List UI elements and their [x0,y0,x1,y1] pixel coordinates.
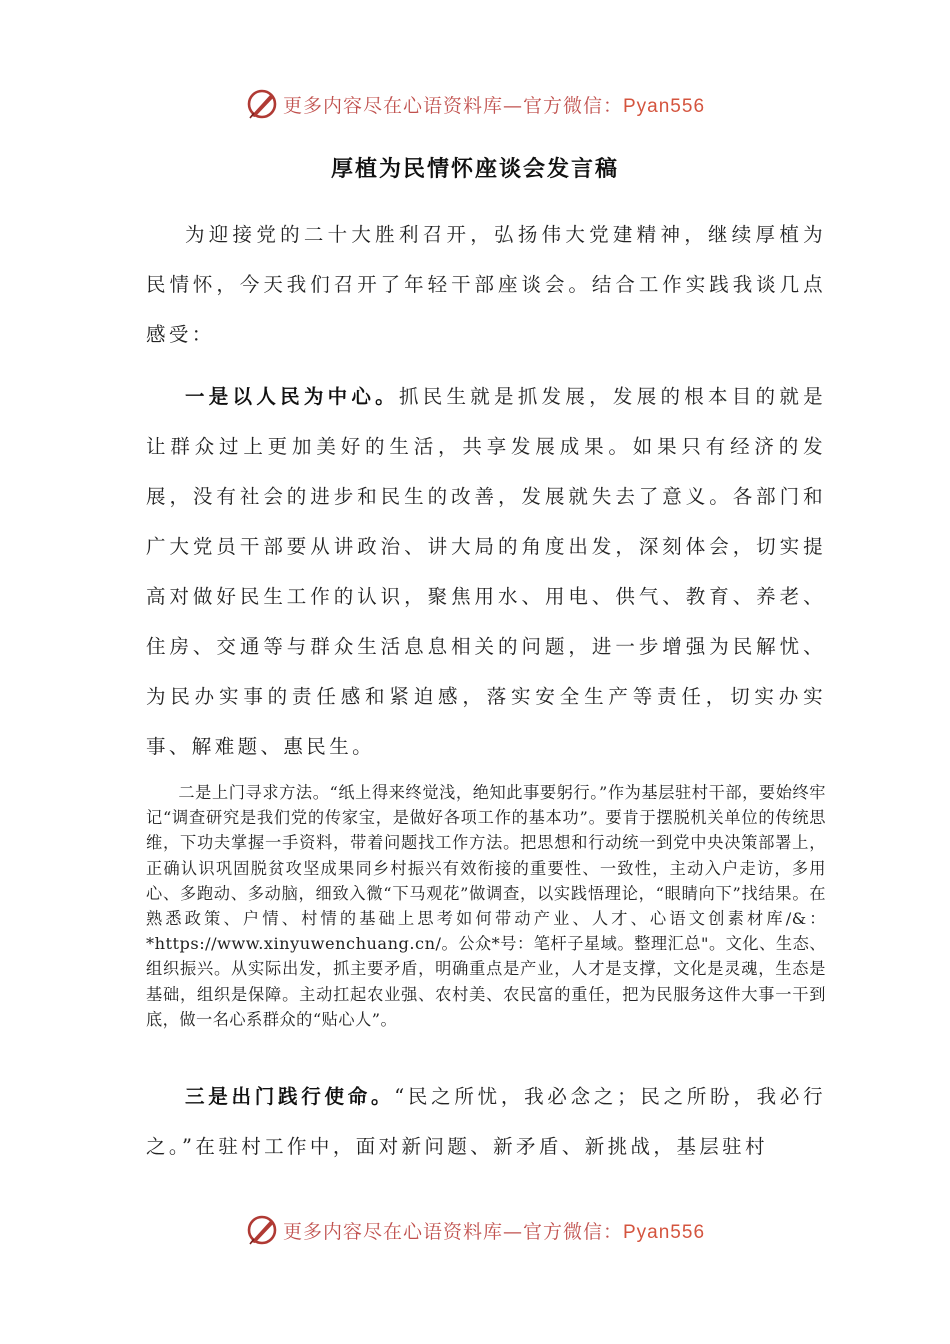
paragraph-intro: 为迎接党的二十大胜利召开，弘扬伟大党建精神，继续厚植为民情怀，今天我们召开了年轻干部座谈会。结合工作实践我谈几点感受： [146,223,826,346]
quill-logo-icon [245,1213,279,1247]
paragraph-point-one: 一是以人民为中心。抓民生就是抓发展，发展的根本目的就是让群众过上更加美好的生活，共享发展成果。如果只有经济的发展，没有社会的进步和民生的改善，发展就失去了意义。各部门和广大党员干部要从讲政治、讲大局的角度出发，深刻体会，切实提高对做好民生工作的认识，聚焦用水、用电、供气、教育、养老、住房、交通等与群众生活息息相关的问题，进一步增强为民解忧、为民办实事的责任感和紧迫感，落实安全生产等责任，切实办实事、解难题、惠民生。 [146,385,827,758]
paragraph-point-three: 三是出门践行使命。“民之所忧，我必念之；民之所盼，我必行之。”在驻村工作中，面对新问题、新矛盾、新挑战，基层驻村 [146,1085,826,1158]
banner-text: 更多内容尽在心语资料库—官方微信：Pyan556 [282,1220,706,1243]
paragraph-point-two: 二是上门寻求方法。“纸上得来终觉浅，绝知此事要躬行。”作为基层驻村干部，要始终牢记“调查研究是我们党的传家宝，是做好各项工作的基本功”。要肯于摆脱机关单位的传统思维，下功夫掌握一手资料，带着问题找工作方法。把思想和行动统一到党中央决策部署上，正确认识巩固脱贫攻坚成果同乡村振兴有效衔接的重要性、一致性，主动入户走访，多用心、多跑动、多动脑，细致入微“下马观花”做调查，以实践悟理论，“眼睛向下”找结果。在熟悉政策、户情、村情的基础上思考如何带动产业、人才、心语文创素材库/&：*https://www.xinyuwenchuang.cn/。公众*号：笔杆子星域。整理汇总"。文化、生态、组织振兴。从实际出发，抓主要矛盾，明确重点是产业，人才是支撑，文化是灵魂，生态是基础，组织是保障。主动扛起农业强、农村美、农民富的重任，把为民服务这件大事一干到底，做一名心系群众的“贴心人”。 [146,783,826,1029]
wechat-id: Pyan556 [623,1221,706,1243]
footer-banner [0,1208,950,1252]
banner-text: 更多内容尽在心语资料库—官方微信：Pyan556 [282,94,706,117]
point-heading: 一是以人民为中心。 [185,385,399,408]
header-banner [0,82,950,126]
document-title: 厚植为民情怀座谈会发言稿 [330,157,619,182]
quill-logo-icon [245,87,279,121]
wechat-id: Pyan556 [623,95,706,117]
point-heading: 三是出门践行使命。 [185,1085,395,1108]
